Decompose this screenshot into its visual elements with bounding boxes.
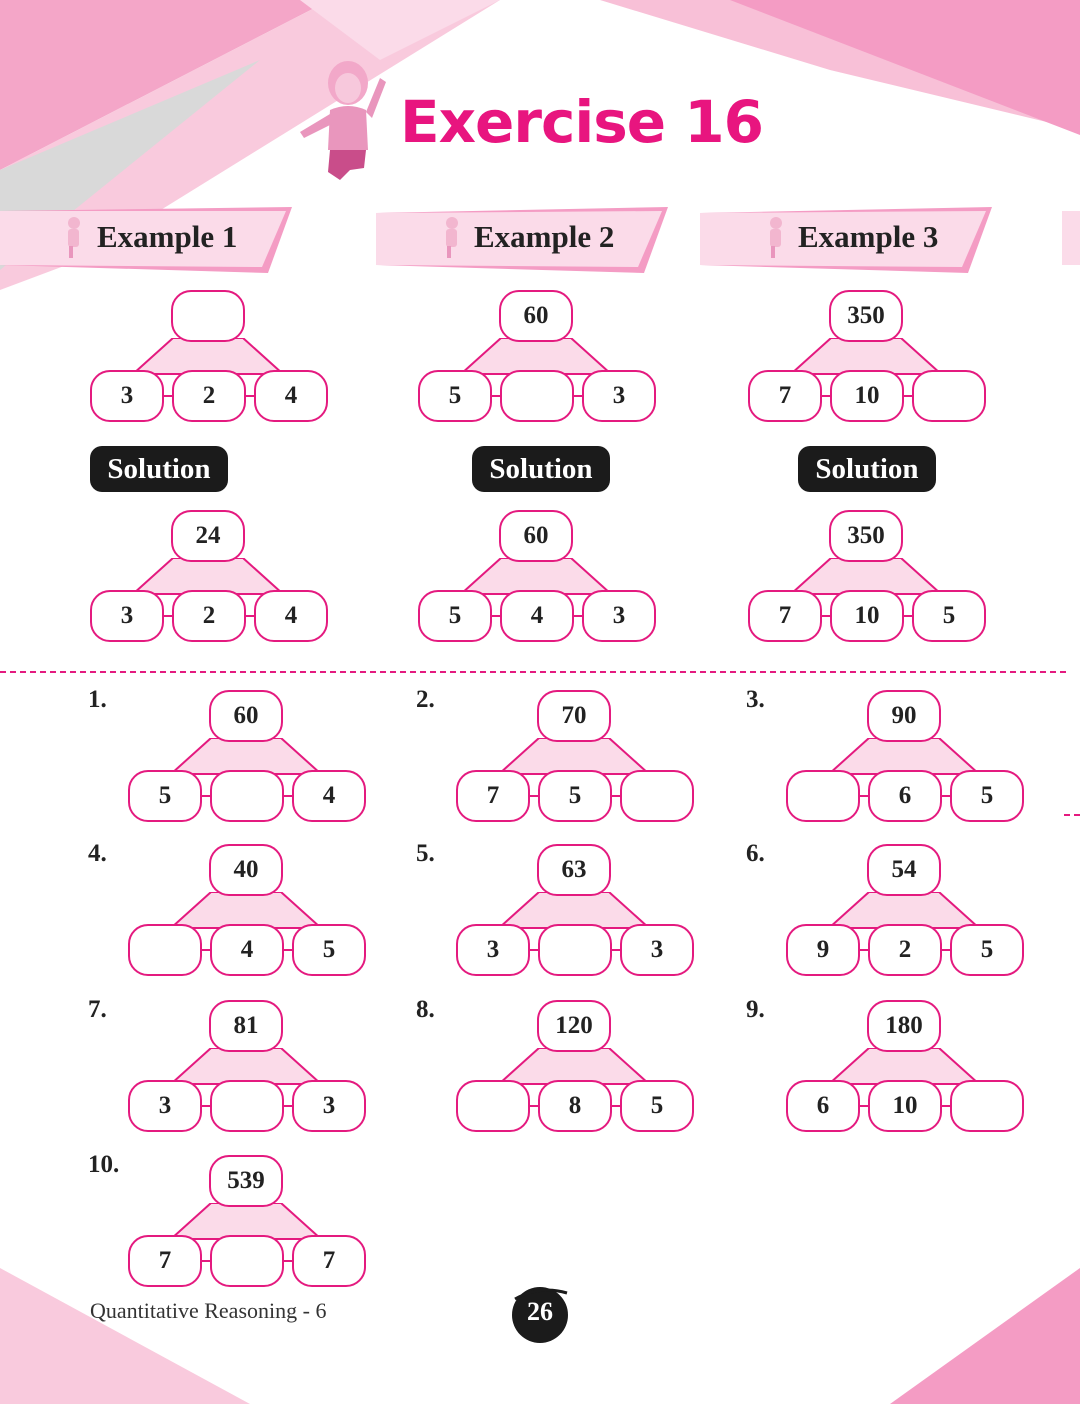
girl-mini-icon	[62, 215, 84, 259]
bottom-number-box[interactable]: 5	[912, 590, 986, 642]
section-divider	[0, 671, 1066, 673]
bottom-number-box[interactable]: 5	[538, 770, 612, 822]
exercise-number: 7.	[88, 996, 107, 1023]
box-link	[612, 949, 620, 951]
bottom-number-box[interactable]: 7	[748, 590, 822, 642]
girl-mini-icon	[440, 215, 462, 259]
bottom-number-box[interactable]: 5	[418, 590, 492, 642]
box-link	[822, 615, 830, 617]
top-number-box[interactable]: 539	[209, 1155, 283, 1207]
bottom-number-box[interactable]: 10	[830, 370, 904, 422]
box-link	[284, 949, 292, 951]
bottom-number-box[interactable]: 5	[620, 1080, 694, 1132]
bottom-number-box[interactable]: 4	[210, 924, 284, 976]
bottom-number-box[interactable]	[210, 1235, 284, 1287]
exercise-number: 1.	[88, 686, 107, 713]
box-link	[164, 615, 172, 617]
top-number-box[interactable]	[171, 290, 245, 342]
top-number-box[interactable]: 60	[499, 510, 573, 562]
exercise-number: 4.	[88, 840, 107, 867]
top-number-box[interactable]: 60	[499, 290, 573, 342]
bottom-number-box[interactable]	[538, 924, 612, 976]
box-link	[822, 395, 830, 397]
bottom-number-box[interactable]	[210, 1080, 284, 1132]
box-link	[612, 795, 620, 797]
box-link	[574, 615, 582, 617]
section-divider-fragment	[1064, 814, 1080, 816]
bottom-number-box[interactable]	[786, 770, 860, 822]
top-number-box[interactable]: 54	[867, 844, 941, 896]
bottom-number-box[interactable]: 3	[90, 590, 164, 642]
bottom-number-box[interactable]	[620, 770, 694, 822]
bottom-number-box[interactable]: 5	[292, 924, 366, 976]
bottom-number-box[interactable]: 4	[254, 590, 328, 642]
box-link	[202, 795, 210, 797]
box-link	[164, 395, 172, 397]
bottom-number-box[interactable]: 2	[172, 370, 246, 422]
box-link	[530, 1105, 538, 1107]
box-link	[284, 795, 292, 797]
bottom-number-box[interactable]: 3	[456, 924, 530, 976]
box-link	[246, 395, 254, 397]
bottom-number-box[interactable]	[128, 924, 202, 976]
bottom-number-box[interactable]: 9	[786, 924, 860, 976]
bottom-number-box[interactable]: 6	[786, 1080, 860, 1132]
bottom-number-box[interactable]	[950, 1080, 1024, 1132]
box-link	[492, 395, 500, 397]
bottom-number-box[interactable]: 5	[128, 770, 202, 822]
bottom-number-box[interactable]: 3	[620, 924, 694, 976]
top-number-box[interactable]: 120	[537, 1000, 611, 1052]
exercise-number: 5.	[416, 840, 435, 867]
box-link	[530, 795, 538, 797]
bottom-number-box[interactable]: 4	[292, 770, 366, 822]
bottom-number-box[interactable]	[500, 370, 574, 422]
bottom-number-box[interactable]: 7	[748, 370, 822, 422]
box-link	[904, 615, 912, 617]
top-number-box[interactable]: 60	[209, 690, 283, 742]
top-number-box[interactable]: 350	[829, 290, 903, 342]
box-link	[612, 1105, 620, 1107]
banner-edge	[1062, 207, 1080, 273]
box-link	[942, 1105, 950, 1107]
bottom-number-box[interactable]: 6	[868, 770, 942, 822]
solution-badge-1: Solution	[90, 446, 228, 492]
top-number-box[interactable]: 350	[829, 510, 903, 562]
girl-character-icon	[290, 58, 400, 183]
box-link	[904, 395, 912, 397]
girl-mini-icon	[764, 215, 786, 259]
box-link	[492, 615, 500, 617]
box-link	[202, 1105, 210, 1107]
bottom-number-box[interactable]: 2	[868, 924, 942, 976]
box-link	[530, 949, 538, 951]
top-number-box[interactable]: 90	[867, 690, 941, 742]
box-link	[202, 949, 210, 951]
example-3-label: Example 3	[798, 219, 939, 254]
top-number-box[interactable]: 24	[171, 510, 245, 562]
bottom-number-box[interactable]: 3	[292, 1080, 366, 1132]
bottom-number-box[interactable]: 3	[128, 1080, 202, 1132]
box-link	[860, 949, 868, 951]
bottom-number-box[interactable]: 5	[950, 924, 1024, 976]
solution-badge-3: Solution	[798, 446, 936, 492]
bottom-number-box[interactable]: 10	[830, 590, 904, 642]
top-number-box[interactable]: 81	[209, 1000, 283, 1052]
bottom-number-box[interactable]: 5	[418, 370, 492, 422]
box-link	[942, 795, 950, 797]
book-title: Quantitative Reasoning - 6	[90, 1298, 327, 1323]
bottom-number-box[interactable]: 8	[538, 1080, 612, 1132]
box-link	[284, 1105, 292, 1107]
example-1-label: Example 1	[97, 219, 238, 254]
example-2-label: Example 2	[474, 219, 615, 254]
bottom-number-box[interactable]: 3	[582, 370, 656, 422]
box-link	[574, 395, 582, 397]
bottom-number-box[interactable]: 3	[582, 590, 656, 642]
exercise-number: 3.	[746, 686, 765, 713]
bottom-number-box[interactable]	[456, 1080, 530, 1132]
top-number-box[interactable]: 180	[867, 1000, 941, 1052]
top-number-box[interactable]: 63	[537, 844, 611, 896]
box-link	[860, 795, 868, 797]
exercise-number: 6.	[746, 840, 765, 867]
bottom-number-box[interactable]	[912, 370, 986, 422]
solution-badge-2: Solution	[472, 446, 610, 492]
bottom-number-box[interactable]: 4	[500, 590, 574, 642]
top-number-box[interactable]: 40	[209, 844, 283, 896]
box-link	[284, 1260, 292, 1262]
bottom-number-box[interactable]: 5	[950, 770, 1024, 822]
bottom-number-box[interactable]: 10	[868, 1080, 942, 1132]
exercise-number: 10.	[88, 1151, 120, 1178]
box-link	[942, 949, 950, 951]
box-link	[202, 1260, 210, 1262]
bottom-number-box[interactable]	[210, 770, 284, 822]
bottom-number-box[interactable]: 7	[128, 1235, 202, 1287]
exercise-title: Exercise 16	[400, 88, 763, 156]
exercise-number: 8.	[416, 996, 435, 1023]
bottom-number-box[interactable]: 4	[254, 370, 328, 422]
exercise-number: 2.	[416, 686, 435, 713]
bottom-number-box[interactable]: 7	[292, 1235, 366, 1287]
bottom-number-box[interactable]: 7	[456, 770, 530, 822]
exercise-number: 9.	[746, 996, 765, 1023]
top-number-box[interactable]: 70	[537, 690, 611, 742]
box-link	[860, 1105, 868, 1107]
page-number: 26	[527, 1297, 553, 1326]
box-link	[246, 615, 254, 617]
bottom-number-box[interactable]: 2	[172, 590, 246, 642]
bottom-number-box[interactable]: 3	[90, 370, 164, 422]
